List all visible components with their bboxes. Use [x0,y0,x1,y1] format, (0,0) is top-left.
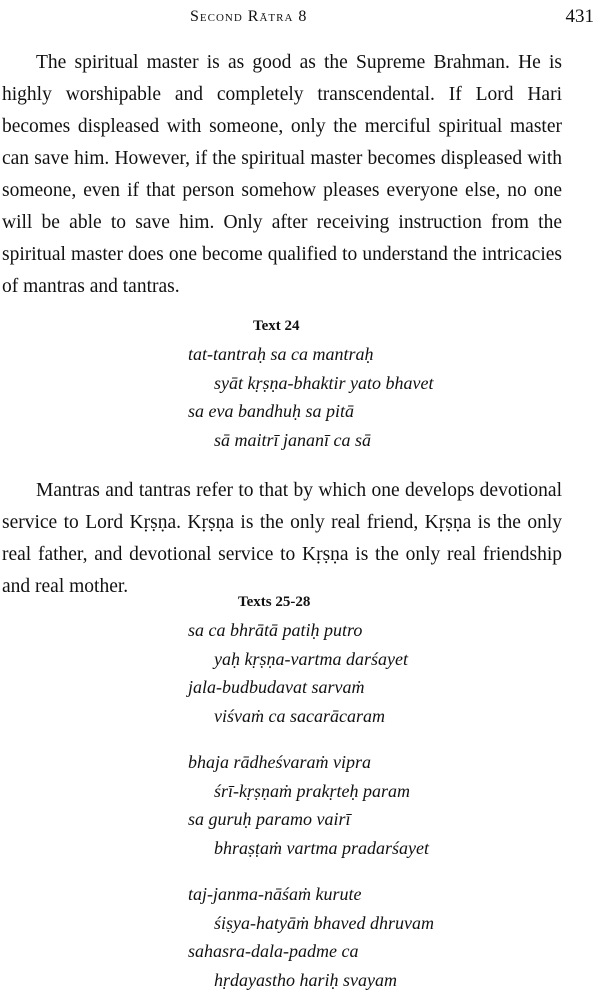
verse-line: sahasra-dala-padme ca [188,937,434,966]
running-head: Second Rātra 8 [190,8,307,26]
verse-heading: Texts 25-28 [238,594,310,611]
verse-line: hṛdayastho hariḥ svayam [188,966,434,994]
page-number: 431 [566,6,595,28]
verse-block [188,340,433,454]
verse-heading: Text 24 [253,318,300,335]
verse-line: bhaja rādheśvaraṁ vipra [188,748,434,777]
verse-line: bhraṣṭaṁ vartma pradarśayet [188,834,434,863]
verse-line: sa guruḥ paramo vairī [188,805,434,834]
verse-line: tat-tantraḥ sa ca mantraḥ [188,340,433,369]
verse-line: sā maitrī jananī ca sā [188,426,433,455]
verse-line: syāt kṛṣṇa-bhaktir yato bhavet [188,369,433,398]
verse-line: sa eva bandhuḥ sa pitā [188,397,433,426]
stanza-break [188,730,434,748]
verse-block [188,616,434,994]
paragraph: The spiritual master is as good as the Supreme Brahman. He is highly worshipable and completely transcendental. If Lord Hari becomes displeased with someone, only the merciful spiritual master can save him. However, if the spiritual master becomes displeased with someone, even if that person somehow pleases everyone else, no one will be able to save him. Only after receiving instruction from the spiritual master does one become qualified to understand the intricacies of mantras and tantras. [2,47,562,303]
verse-line: viśvaṁ ca sacarācaram [188,702,434,731]
verse-line: śiṣya-hatyāṁ bhaved dhruvam [188,909,434,938]
verse-line: yaḥ kṛṣṇa-vartma darśayet [188,645,434,674]
stanza-break [188,862,434,880]
paragraph: Mantras and tantras refer to that by which one develops devotional service to Lord Kṛṣṇa. Kṛṣṇa is the only real friend, Kṛṣṇa is the only real father, and devotional service to Kṛṣṇa is the only real friendship and real mother. [2,475,562,603]
verse-line: sa ca bhrātā patiḥ putro [188,616,434,645]
verse-line: taj-janma-nāśaṁ kurute [188,880,434,909]
verse-line: jala-budbudavat sarvaṁ [188,673,434,702]
verse-line: śrī-kṛṣṇaṁ prakṛteḥ param [188,777,434,806]
